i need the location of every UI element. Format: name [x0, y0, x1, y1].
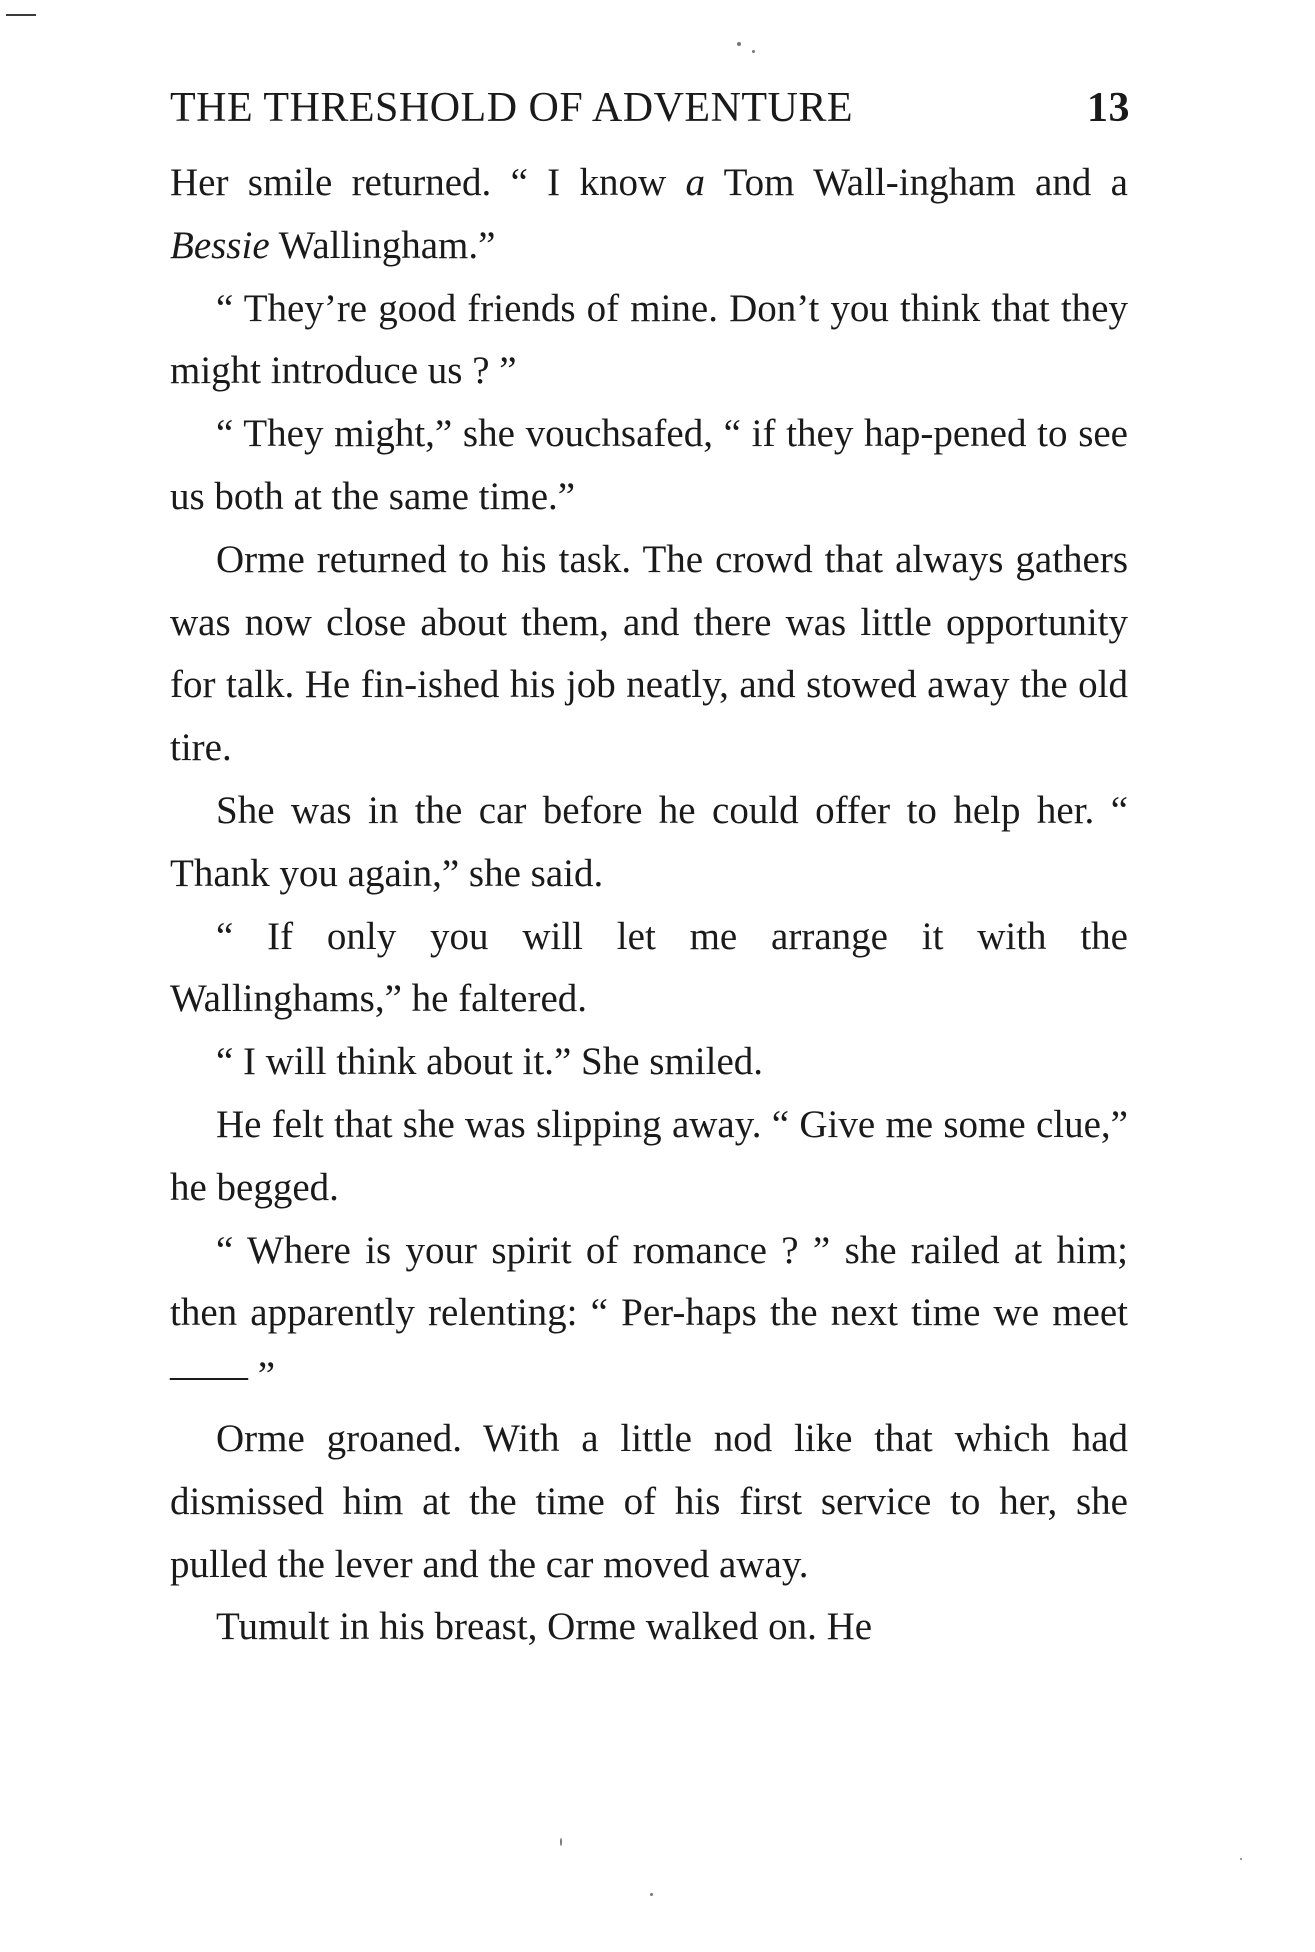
italic-text: Bessie — [170, 223, 270, 267]
text-segment: “ They’re good friends of mine. Don’t you think that they might introduce us ? ” — [170, 286, 1128, 393]
text-segment: “ I will think about it.” She smiled. — [216, 1040, 764, 1084]
body-text — [170, 152, 1128, 1659]
paragraph — [170, 529, 1128, 780]
text-segment: Her smile returned. “ I know — [170, 161, 686, 204]
text-segment: “ Where is your spirit of romance ? ” she railed at him; then apparently relenting: “ Per-haps the next time we meet—— ” — [170, 1228, 1128, 1398]
running-title: THE THRESHOLD OF ADVENTURE — [170, 85, 854, 131]
text-segment: Orme groaned. With a little nod like that which had dismissed him at the time of his first service to her, she pulled the lever and the car moved away. — [170, 1416, 1128, 1586]
page-number: 13 — [1087, 85, 1130, 131]
text-segment: Wallingham.” — [269, 223, 496, 267]
paragraph — [170, 403, 1128, 529]
paragraph — [170, 1596, 1128, 1659]
text-segment: He felt that she was slipping away. “ Give me some clue,” he begged. — [170, 1102, 1128, 1209]
text-segment: Orme returned to his task. The crowd that always gathers was now close about them, and there was little opportunity for talk. He fin-ished his job neatly, and stowed away the old tire. — [170, 537, 1128, 770]
text-segment: “ They might,” she vouchsafed, “ if they hap-pened to see us both at the same time.” — [170, 412, 1128, 518]
paragraph — [170, 1094, 1128, 1220]
scan-speck — [560, 1838, 562, 1846]
paragraph — [170, 278, 1128, 404]
page-header — [170, 84, 1130, 144]
paragraph — [170, 906, 1128, 1032]
paragraph — [170, 780, 1128, 906]
paragraph — [170, 152, 1128, 278]
paragraph — [170, 1031, 1128, 1094]
scan-speck — [650, 1893, 653, 1896]
text-segment: Tumult in his breast, Orme walked on. He — [216, 1605, 873, 1649]
text-segment: She was in the car before he could offer to help her. “ Thank you again,” she said. — [170, 788, 1128, 895]
text-segment: “ If only you will let me arrange it with the Wallinghams,” he faltered. — [170, 914, 1128, 1021]
text-segment: Tom Wall-ingham and a — [704, 161, 1128, 204]
scan-speck — [737, 42, 741, 46]
paragraph — [170, 1408, 1128, 1596]
scan-speck — [1240, 1858, 1242, 1860]
scan-edge-mark — [6, 14, 36, 16]
italic-text: a — [685, 161, 705, 204]
paragraph — [170, 1220, 1128, 1408]
scan-speck — [752, 50, 755, 53]
